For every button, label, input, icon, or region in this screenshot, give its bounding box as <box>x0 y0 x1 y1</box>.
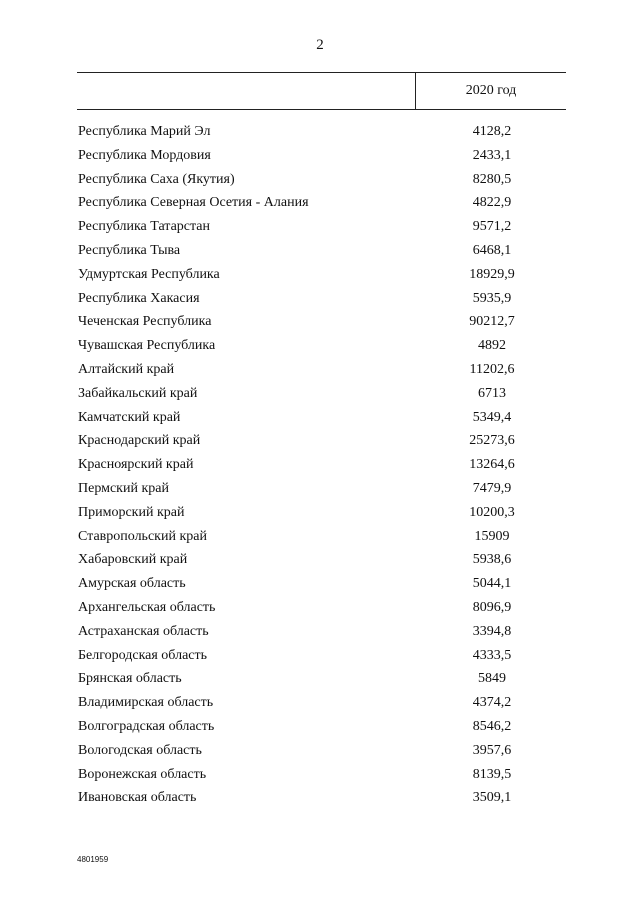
region-value: 8546,2 <box>472 718 512 734</box>
table-row <box>78 243 566 267</box>
region-value: 13264,6 <box>469 457 515 473</box>
table-row <box>78 767 566 791</box>
header-bottom-rule <box>77 109 566 110</box>
table-row <box>78 386 566 410</box>
region-value: 4892 <box>478 338 506 354</box>
region-value: 11202,6 <box>469 361 515 377</box>
table-row <box>78 529 566 553</box>
region-name: Ставропольский край <box>78 528 207 544</box>
region-name: Республика Хакасия <box>78 290 200 306</box>
region-name: Чеченская Республика <box>78 314 212 330</box>
region-name: Красноярский край <box>78 457 194 473</box>
region-value: 90212,7 <box>469 314 515 330</box>
region-value: 10200,3 <box>469 504 515 520</box>
region-name: Брянская область <box>78 671 182 687</box>
region-name: Камчатский край <box>78 409 181 425</box>
region-value: 3957,6 <box>472 742 512 758</box>
region-value: 5849 <box>478 671 506 687</box>
region-name: Чувашская Республика <box>78 338 216 354</box>
region-value: 18929,9 <box>469 266 515 282</box>
table-row <box>78 505 566 529</box>
table-row <box>78 648 566 672</box>
region-value: 3394,8 <box>472 623 512 639</box>
region-value: 4333,5 <box>472 647 512 663</box>
table-row <box>78 624 566 648</box>
region-value: 4128,2 <box>472 124 512 139</box>
table-row <box>78 719 566 743</box>
table-row <box>78 362 566 386</box>
region-name: Республика Северная Осетия - Алания <box>78 195 309 211</box>
region-name: Республика Татарстан <box>78 219 211 235</box>
region-value: 5938,6 <box>472 552 512 568</box>
table-row <box>78 267 566 291</box>
region-name: Республика Мордовия <box>78 147 211 163</box>
table-row <box>78 671 566 695</box>
region-name: Воронежская область <box>78 766 207 782</box>
region-name: Республика Саха (Якутия) <box>78 171 235 187</box>
region-name: Волгоградская область <box>78 718 215 734</box>
region-name: Астраханская область <box>78 623 209 639</box>
page-number: 2 <box>316 37 324 53</box>
region-name: Забайкальский край <box>78 385 198 401</box>
region-name: Удмуртская Республика <box>78 266 220 282</box>
region-name: Вологодская область <box>78 742 202 758</box>
table-row <box>78 576 566 600</box>
table-row <box>78 600 566 624</box>
region-value: 6468,1 <box>472 242 512 258</box>
table-row <box>78 172 566 196</box>
document-code: 4801959 <box>77 855 109 864</box>
table-row <box>78 743 566 767</box>
region-name: Амурская область <box>78 576 186 592</box>
region-value: 4822,9 <box>472 195 512 211</box>
data-table-body <box>78 124 566 814</box>
region-value: 8096,9 <box>472 599 512 615</box>
table-row <box>78 291 566 315</box>
region-name: Республика Марий Эл <box>78 124 211 139</box>
region-value: 7479,9 <box>472 480 512 496</box>
table-row <box>78 481 566 505</box>
table-row <box>78 124 566 148</box>
region-name: Хабаровский край <box>78 552 188 568</box>
region-name: Краснодарский край <box>78 433 201 449</box>
region-value: 9571,2 <box>472 219 512 235</box>
region-name: Алтайский край <box>78 361 175 377</box>
region-name: Архангельская область <box>78 599 216 615</box>
region-value: 2433,1 <box>472 147 512 163</box>
region-value: 5349,4 <box>472 409 512 425</box>
table-row <box>78 410 566 434</box>
table-header <box>77 72 566 109</box>
table-row <box>78 338 566 362</box>
region-name: Белгородская область <box>78 647 208 663</box>
region-name: Республика Тыва <box>78 242 181 258</box>
region-value: 8280,5 <box>472 171 512 187</box>
region-value: 8139,5 <box>472 766 512 782</box>
region-value: 6713 <box>478 385 506 401</box>
table-row <box>78 195 566 219</box>
region-name: Приморский край <box>78 504 185 520</box>
region-name: Пермский край <box>78 480 169 496</box>
year-column-header: 2020 год <box>465 83 517 98</box>
table-row <box>78 695 566 719</box>
region-name: Ивановская область <box>78 790 197 806</box>
table-row <box>78 552 566 576</box>
table-row <box>78 148 566 172</box>
table-row <box>78 790 566 814</box>
table-row <box>78 433 566 457</box>
region-value: 3509,1 <box>472 790 512 806</box>
table-row <box>78 219 566 243</box>
region-value: 5044,1 <box>472 576 512 592</box>
region-value: 15909 <box>474 528 510 544</box>
region-name: Владимирская область <box>78 695 214 711</box>
table-row <box>78 457 566 481</box>
region-value: 4374,2 <box>472 695 512 711</box>
region-value: 25273,6 <box>469 433 515 449</box>
table-row <box>78 314 566 338</box>
region-value: 5935,9 <box>472 290 512 306</box>
